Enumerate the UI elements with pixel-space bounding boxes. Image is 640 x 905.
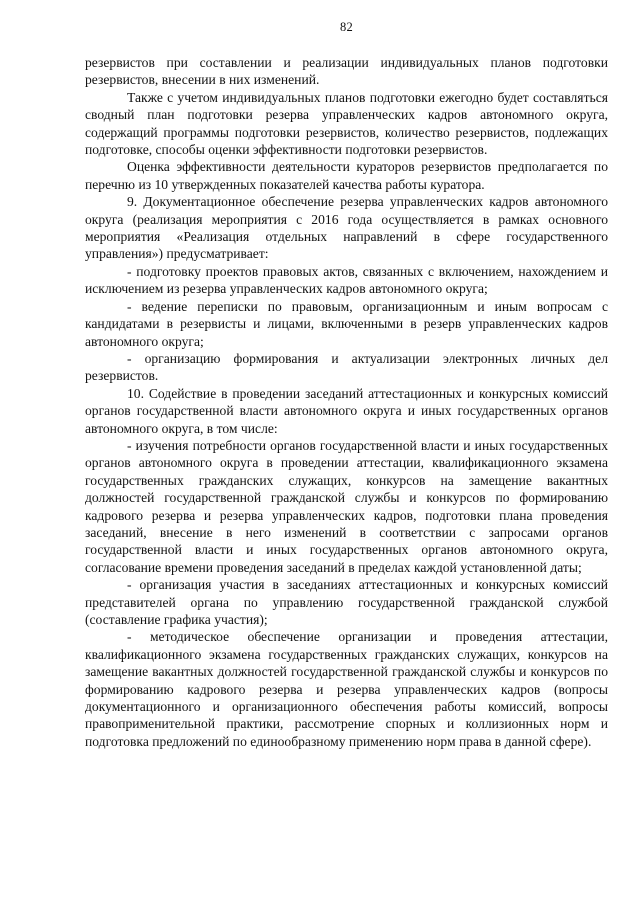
list-item-electronic-files: - организацию формирования и актуализации электронных личных дел резервистов. — [85, 350, 608, 384]
list-item-study-needs: - изучения потребности органов государственной власти и иных государственных органов автономного округа в проведении аттестации, квалификационного экзамена государственных гражданских служащих, конкурсов на замещение вакантных должностей государственной гражданской службы и конкурсов по формированию кадрового резерва и резерва управленческих кадров, подготовки плана проведения заседаний, внесение в него изменений в соответствии с запросами органов государственной власти и иных государственных органов автономного округа, согласование времени проведения заседаний в пределах каждой установленной даты; — [85, 437, 608, 575]
paragraph-curator-evaluation: Оценка эффективности деятельности кураторов резервистов предполагается по перечню из 10 утвержденных показателей качества работы куратора. — [85, 159, 608, 192]
list-item-methodical-support: - методическое обеспечение организации и проведения аттестации, квалификационного экзамена государственных гражданских служащих, конкурсов на замещение вакантных должностей государственной гражданской службы и конкурсов по формированию кадрового резерва и резерва управленческих кадров (вопросы документационного и организационного обеспечения работы комиссий, вопросы правоприменительной практики, рассмотрение спорных и коллизионных норм и подготовка предложений по единообразному применению норм права в данной сфере). — [85, 629, 608, 749]
list-item-correspondence: - ведение переписки по правовым, организационным и иным вопросам с кандидатами в резервисты и лицами, включенными в резерв управленческих кадров автономного округа; — [85, 298, 608, 349]
list-item-legal-acts: - подготовку проектов правовых актов, связанных с включением, нахождением и исключением из резерва управленческих кадров автономного округа; — [85, 263, 608, 297]
paragraph-item-9: 9. Документационное обеспечение резерва управленческих кадров автономного округа (реализация мероприятия с 2016 года осуществляется в рамках основного мероприятия «Реализация отдельных направлений в сфере государственного управления») предусматривает: — [85, 194, 608, 262]
page-number: 82 — [340, 20, 353, 34]
paragraph-consolidated-plan: Также с учетом индивидуальных планов подготовки ежегодно будет составляться сводный план подготовки резерва управленческих кадров автономного округа, содержащий программы подготовки резервистов, количество резервистов, подлежащих подготовке, способы оценки эффективности подготовки резервистов. — [85, 89, 608, 158]
paragraph-item-10: 10. Содействие в проведении заседаний аттестационных и конкурсных комиссий органов государственной власти автономного округа и иных государственных органов автономного округа, в том числе: — [85, 385, 608, 436]
list-item-participation: - организация участия в заседаниях аттестационных и конкурсных комиссий представителей органа по управлению государственной гражданской службой (составление графика участия); — [85, 577, 608, 627]
paragraph-continuation: резервистов при составлении и реализации индивидуальных планов подготовки резервистов, внесении в них изменений. — [85, 55, 608, 88]
